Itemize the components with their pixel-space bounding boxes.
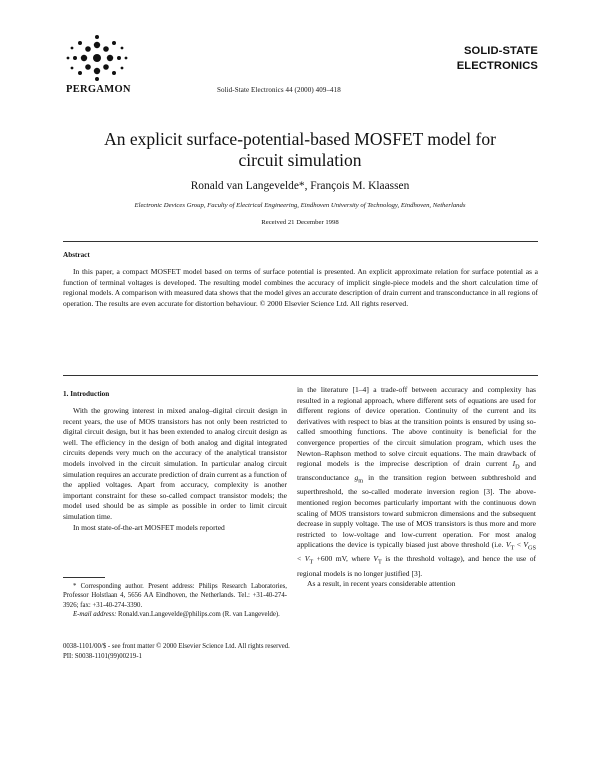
journal-brand-line2: ELECTRONICS bbox=[456, 60, 538, 72]
affiliation: Electronic Devices Group, Faculty of Electrical Engineering, Eindhoven University of Technology, Eindhoven, Netherlands bbox=[134, 202, 466, 209]
text-span: is the threshold voltage), and hence the use of regional models is no longer justified [3]. bbox=[297, 554, 537, 578]
text-span: < bbox=[514, 540, 524, 550]
paper-title-line1: An explicit surface-potential-based MOSFET model for bbox=[104, 129, 496, 149]
section-heading-introduction: 1. Introduction bbox=[63, 390, 110, 398]
email-label: E-mail address: bbox=[73, 610, 117, 618]
subscript: m bbox=[358, 477, 364, 485]
footnote-divider bbox=[63, 577, 105, 578]
text-span: and transconductance bbox=[297, 459, 536, 483]
received-date: Received 21 December 1998 bbox=[261, 219, 339, 226]
intro-paragraph-4: As a result, in recent years considerable attention bbox=[307, 579, 456, 589]
subscript: T bbox=[377, 558, 382, 566]
symbol-transconductance: g bbox=[354, 473, 359, 483]
subscript: T bbox=[309, 558, 314, 566]
subscript: T bbox=[510, 544, 515, 552]
abstract-body bbox=[63, 267, 538, 309]
symbol-voltage: V bbox=[304, 554, 310, 564]
subscript: D bbox=[515, 463, 520, 471]
intro-paragraph-3 bbox=[297, 385, 536, 579]
journal-brand bbox=[428, 44, 538, 74]
text-span: in the literature [1–4] a trade-off between accuracy and complexity has resulted in a regional approach, where different sets of equations are used for different regions of device operation. Continuity of the current and its derivatives with respect to bias at the transition points is ensured by using so-called smoothing functions. The above continuity is beneficial for the convergence properties of the circuit simulation program, which uses the Newton–Raphson method to solve circuit equations. The main drawback of regional models is the imprecise description of drain current bbox=[297, 385, 536, 469]
paper-title-line2: circuit simulation bbox=[238, 150, 362, 170]
footnote-email bbox=[63, 610, 287, 619]
symbol-drain-current: I bbox=[512, 459, 516, 469]
publisher-name: PERGAMON bbox=[66, 84, 131, 95]
email-address: Ronald.van.Langevelde@philips.com (R. van Langevelde). bbox=[116, 610, 280, 618]
pergamon-logo-icon bbox=[62, 34, 132, 82]
footnote bbox=[63, 582, 287, 619]
symbol-voltage: V bbox=[505, 540, 511, 550]
authors: Ronald van Langevelde*, François M. Klaassen bbox=[190, 180, 410, 192]
pii-line: PII: S0038-1101(99)00219-1 bbox=[63, 652, 142, 660]
left-column bbox=[63, 406, 287, 533]
journal-citation: Solid-State Electronics 44 (2000) 409–418 bbox=[217, 86, 341, 94]
intro-paragraph-1: With the growing interest in mixed analog–digital circuit design in recent years, the use of MOS transistors has not only been restricted to digital circuit design, but it has been extended to analog circuit design as well. The efficiency in the design of both analog and digital integrated circuits depends very much on the accuracy of the analytical transistor models involved in the circuit simulation. In particular analog circuit simulation requires an accurate prediction of drain current as a function of the applied voltages. Apart from accuracy, complexity is another important constraint for these so-called compact transistor models; the model used should be as simple as possible in order to limit circuit simulation time. bbox=[63, 406, 288, 521]
copyright-block bbox=[63, 642, 290, 661]
divider-top bbox=[63, 241, 538, 242]
text-span: < bbox=[297, 554, 305, 564]
subscript: GS bbox=[527, 544, 537, 552]
right-column bbox=[297, 385, 536, 590]
paper-title bbox=[40, 129, 560, 171]
text-span: +600 mV, where bbox=[313, 554, 374, 564]
intro-paragraph-2: In most state-of-the-art MOSFET models reported bbox=[73, 522, 225, 532]
abstract-paragraph: In this paper, a compact MOSFET model based on terms of surface potential is presented. An explicit approximate relation for surface potential as a function of terminal voltages is developed. The resulting model combines the accuracy of implicit single-piece models and the short calculation time of regional models. A comparison with measured data shows that the model gives an accurate description of drain current and transconductance in all regions of operation. The results are even accurate for distortion behaviour. © 2000 Elsevier Science Ltd. All rights reserved. bbox=[63, 267, 538, 308]
abstract-heading: Abstract bbox=[63, 251, 90, 259]
copyright-line: 0038-1101/00/$ - see front matter © 2000 Elsevier Science Ltd. All rights reserved. bbox=[63, 643, 290, 650]
text-span: in the transition region between subthreshold and superthreshold, the so-called moderate inversion region [3]. The above-mentioned region becomes particularly important with the continuous down scaling of MOS transistors toward submicron dimensions and the subsequent decrease in supply voltage. The use of MOS transistors is thus more and more restricted to low-voltage and low-current operation. For most analog applications the device is typically biased just above threshold (i.e. bbox=[297, 473, 536, 550]
symbol-voltage: V bbox=[523, 540, 528, 550]
footnote-corresponding-author: * Corresponding author. Present address: Philips Research Laboratories, Professor Holstlaan 4, 5656 AA Eindhoven, the Netherlands. Tel.: +31-40-274-3926; fax: +31-40-274-3390. bbox=[63, 583, 287, 609]
journal-brand-line1: SOLID-STATE bbox=[463, 45, 538, 57]
symbol-voltage: V bbox=[373, 554, 378, 564]
divider-bottom bbox=[63, 375, 538, 376]
